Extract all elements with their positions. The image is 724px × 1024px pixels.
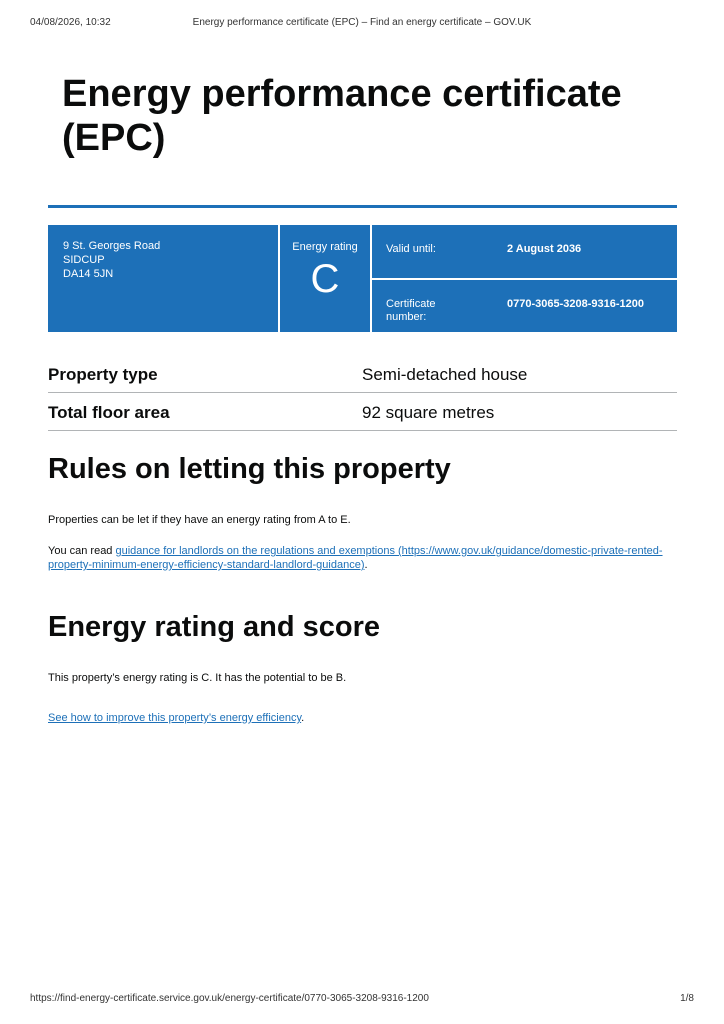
property-summary-table: [48, 355, 677, 431]
certificate-number-value: 0770-3065-3208-9316-1200: [507, 298, 645, 310]
guidance-prefix: You can read: [48, 545, 116, 557]
address-line: SIDCUP: [63, 254, 105, 266]
floor-area-value: 92 square metres: [362, 403, 495, 422]
energy-rating-cell: [280, 225, 370, 332]
print-datetime: 04/08/2026, 10:32: [30, 17, 111, 28]
letting-rules-heading: Rules on letting this property: [48, 453, 451, 485]
table-row: [48, 355, 677, 393]
valid-until-label: Valid until:: [386, 243, 436, 255]
page-title: Energy performance certificate (EPC): [62, 73, 622, 159]
address-line: 9 St. Georges Road: [63, 240, 161, 252]
floor-area-key: Total floor area: [48, 403, 170, 422]
energy-rating-label: Energy rating: [292, 241, 358, 253]
print-footer: [30, 993, 694, 1007]
table-row: [48, 393, 677, 431]
property-type-key: Property type: [48, 365, 158, 384]
improve-link-suffix: .: [301, 712, 305, 724]
energy-rating-letter: C: [310, 257, 340, 301]
certificate-number-label: Certificate number:: [386, 298, 436, 323]
landlord-guidance-link[interactable]: guidance for landlords on the regulations and exemptions (https://www.gov.uk/guidance/domestic-private-rented-property-minimum-energy-efficiency-standard-landlord-guidance): [48, 545, 663, 571]
address-line: DA14 5JN: [63, 268, 114, 280]
improve-efficiency-paragraph: [48, 711, 673, 725]
improve-efficiency-link[interactable]: See how to improve this property’s energy efficiency: [48, 712, 302, 724]
letting-guidance-paragraph: [48, 544, 673, 572]
energy-rating-heading: Energy rating and score: [48, 611, 380, 643]
banner-divider: [372, 278, 677, 280]
guidance-suffix: .: [364, 559, 368, 571]
print-page-title: Energy performance certificate (EPC) – Find an energy certificate – GOV.UK: [192, 17, 532, 28]
valid-until-value: 2 August 2036: [507, 243, 582, 255]
letting-rules-text: Properties can be let if they have an energy rating from A to E.: [48, 514, 351, 526]
print-url: https://find-energy-certificate.service.gov.uk/energy-certificate/0770-3065-3208-9316-1200: [30, 993, 429, 1004]
property-address: [48, 225, 278, 332]
print-page-number: 1/8: [680, 993, 694, 1004]
property-type-value: Semi-detached house: [362, 365, 528, 384]
epc-summary-banner: [48, 225, 677, 332]
title-rule: [48, 205, 677, 208]
print-header: [30, 17, 694, 31]
energy-rating-text: This property’s energy rating is C. It has the potential to be B.: [48, 672, 347, 684]
